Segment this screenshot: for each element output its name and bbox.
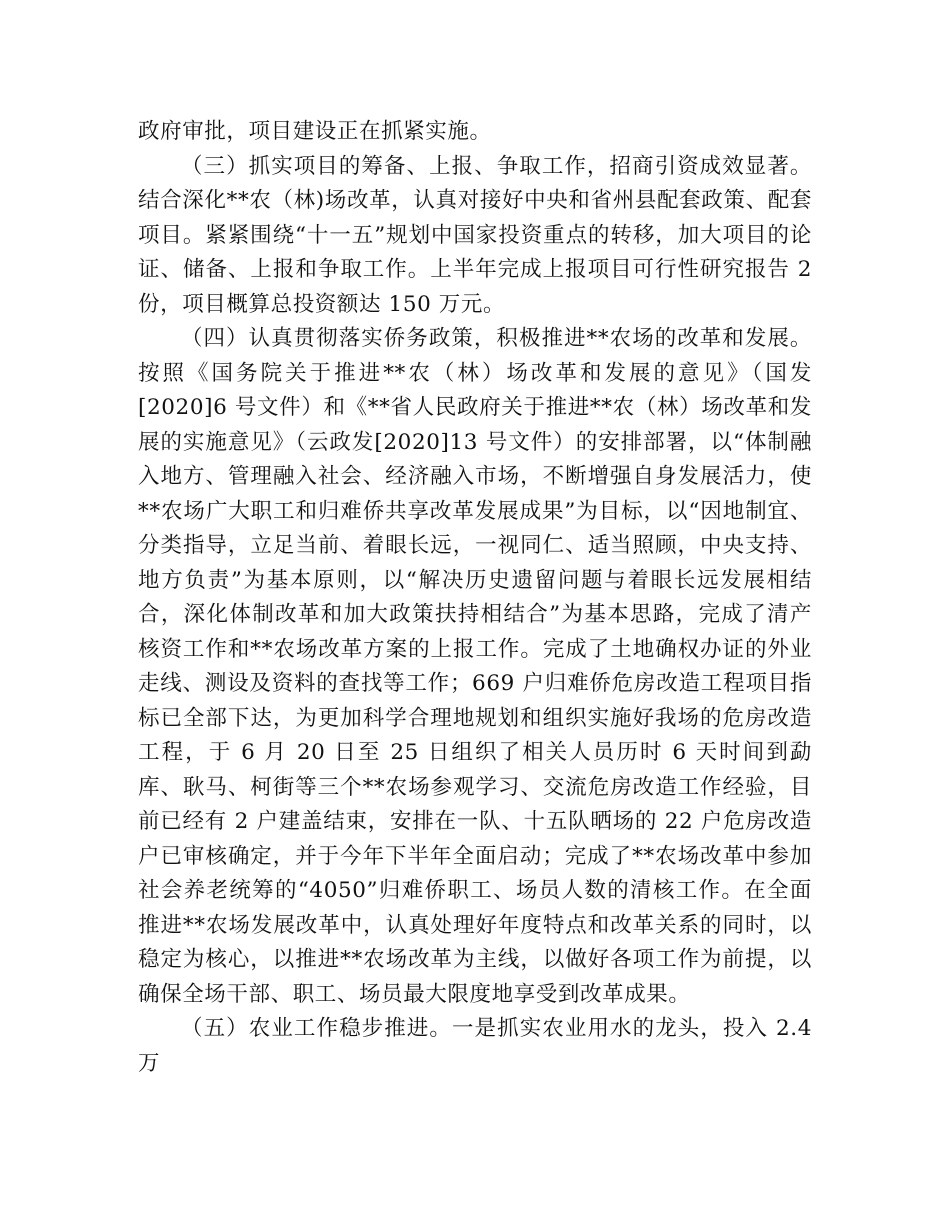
paragraph-section-3: （三）抓实项目的筹备、上报、争取工作，招商引资成效显著。结合深化**农（林)场改革，认真对接好中央和省州县配套政策、配套项目。紧紧围绕“十一五”规划中国家投资重点的转移，加大项目的论证、储备、上报和争取工作。上半年完成上报项目可行性研究报告 2 份，项目概算总投资额达 150 万元。 <box>138 153 812 317</box>
paragraph-section-4: （四）认真贯彻落实侨务政策，积极推进**农场的改革和发展。按照《国务院关于推进**农（林）场改革和发展的意见》（国发[2020]6 号文件）和《**省人民政府关于推进**农（林）场改革和发展的实施意见》（云政发[2020]13 号文件）的安排部署，以“体制融入地方、管理融入社会、经济融入市场，不断增强自身发展活力，使**农场广大职工和归难侨共享改革发展成果”为目标，以“因地制宜、分类指导，立足当前、着眼长远，一视同仁、适当照顾，中央支持、地方负责”为基本原则，以“解决历史遗留问题与着眼长远发展相结合，深化体制改革和加大政策扶持相结合”为基本思路，完成了清产核资工作和**农场改革方案的上报工作。完成了土地确权办证的外业走线、测设及资料的查找等工作；669 户归难侨危房改造工程项目指标已全部下达，为更加科学合理地规划和组织实施好我场的危房改造工程，于 6 月 20 日至 25 日组织了相关人员历时 6 天时间到勐库、耿马、柯街等三个**农场参观学习、交流危房改造工作经验，目前已经有 2 户建盖结束，安排在一队、十五队晒场的 22 户危房改造户已审核确定，并于今年下半年全面启动；完成了**农场改革中参加社会养老统筹的“4050”归难侨职工、场员人数的清核工作。在全面推进**农场发展改革中，认真处理好年度特点和改革关系的同时，以稳定为核心，以推进**农场改革为主线，以做好各项工作为前提，以确保全场干部、职工、场员最大限度地享受到改革成果。 <box>138 326 812 1007</box>
paragraph-continuation: 政府审批，项目建设正在抓紧实施。 <box>138 119 492 144</box>
paragraph-section-5: （五）农业工作稳步推进。一是抓实农业用水的龙头，投入 2.4 万 <box>138 1016 812 1076</box>
